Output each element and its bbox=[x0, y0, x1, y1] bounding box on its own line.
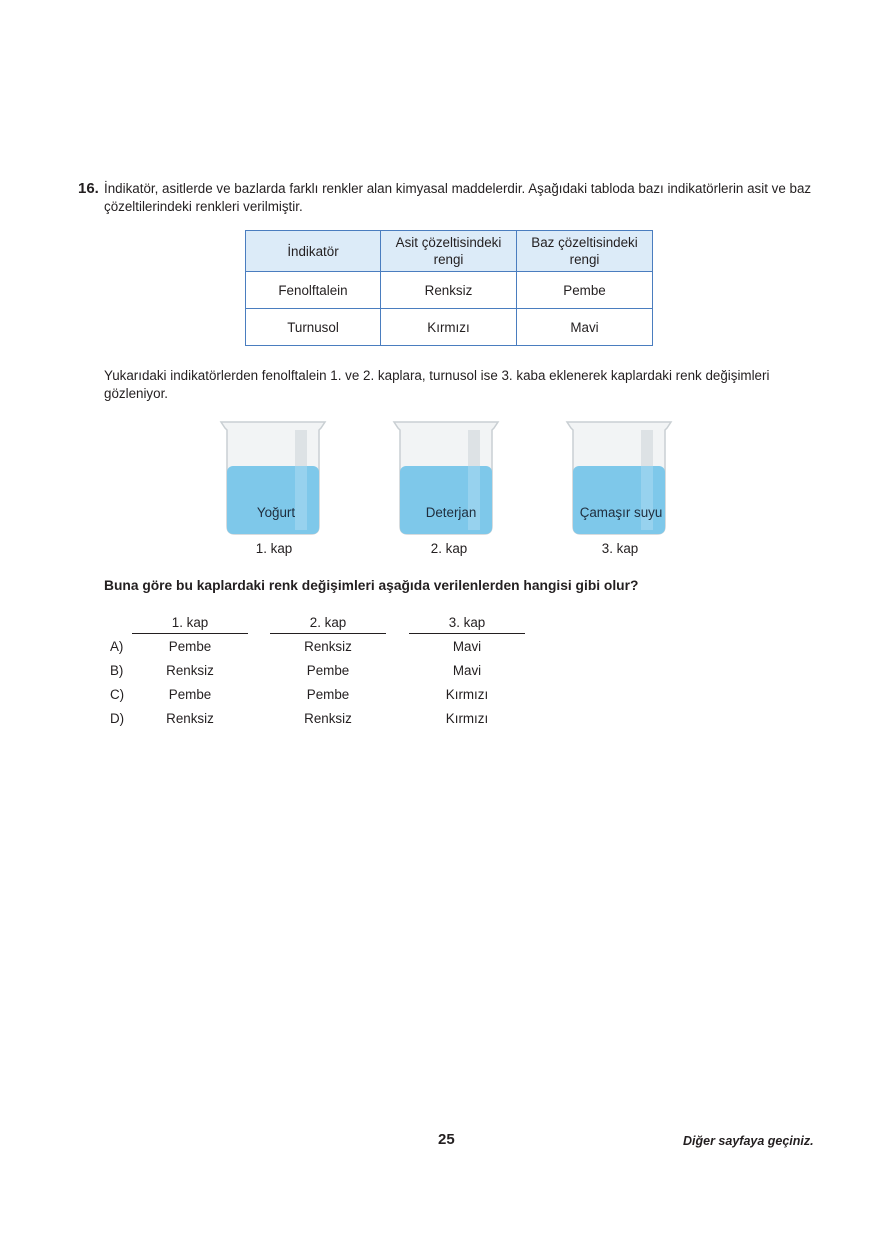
answer-header: 3. kap bbox=[409, 614, 525, 634]
option-letter-d[interactable]: D) bbox=[110, 711, 125, 726]
beaker-label: Çamaşır suyu bbox=[579, 505, 663, 520]
table-header-cell: Baz çözeltisindeki rengi bbox=[517, 231, 653, 272]
table-header-cell: Asit çözeltisindeki rengi bbox=[381, 231, 517, 272]
beaker-label: Yoğurt bbox=[256, 505, 296, 520]
table-header-cell: İndikatör bbox=[246, 231, 381, 272]
next-page-note: Diğer sayfaya geçiniz. bbox=[683, 1134, 814, 1148]
answer-header: 1. kap bbox=[132, 614, 248, 634]
option-cell: Renksiz bbox=[166, 663, 214, 678]
table-cell: Mavi bbox=[517, 309, 653, 346]
question-text: İndikatör, asitlerde ve bazlarda farklı renkler alan kimyasal maddelerdir. Aşağıdaki tabloda bazı indikatörlerin asit ve baz çözeltilerindeki renkleri verilmiştir. bbox=[104, 181, 812, 214]
option-cell: Pembe bbox=[168, 639, 212, 654]
option-cell: Kırmızı bbox=[445, 687, 489, 702]
beaker-caption: 2. kap bbox=[430, 541, 468, 556]
table-cell: Kırmızı bbox=[381, 309, 517, 346]
table-cell: Fenolftalein bbox=[246, 272, 381, 309]
option-cell: Pembe bbox=[168, 687, 212, 702]
table-cell: Renksiz bbox=[381, 272, 517, 309]
bold-question: Buna göre bu kaplardaki renk değişimleri aşağıda verilenlerden hangisi gibi olur? bbox=[104, 578, 639, 593]
indicator-table bbox=[245, 230, 653, 346]
option-cell: Kırmızı bbox=[445, 711, 489, 726]
table-cell: Pembe bbox=[517, 272, 653, 309]
option-cell: Renksiz bbox=[166, 711, 214, 726]
option-cell: Mavi bbox=[452, 663, 482, 678]
option-letter-a[interactable]: A) bbox=[110, 639, 124, 654]
option-cell: Pembe bbox=[306, 663, 350, 678]
table-header-row bbox=[246, 231, 653, 272]
beaker-caption: 3. kap bbox=[601, 541, 639, 556]
page-number: 25 bbox=[438, 1131, 455, 1148]
beaker-label: Deterjan bbox=[425, 505, 477, 520]
option-letter-b[interactable]: B) bbox=[110, 663, 124, 678]
option-cell: Mavi bbox=[452, 639, 482, 654]
option-cell: Pembe bbox=[306, 687, 350, 702]
table-row bbox=[246, 272, 653, 309]
answer-header: 2. kap bbox=[270, 614, 386, 634]
option-cell: Renksiz bbox=[304, 639, 352, 654]
beaker-caption: 1. kap bbox=[255, 541, 293, 556]
option-cell: Renksiz bbox=[304, 711, 352, 726]
description-paragraph: Yukarıdaki indikatörlerden fenolftalein 1. ve 2. kaplara, turnusol ise 3. kaba eklenerek kaplardaki renk değişimleri gözleniyor. bbox=[104, 368, 770, 401]
option-letter-c[interactable]: C) bbox=[110, 687, 125, 702]
table-row bbox=[246, 309, 653, 346]
table-cell: Turnusol bbox=[246, 309, 381, 346]
question-number: 16. bbox=[78, 180, 99, 197]
